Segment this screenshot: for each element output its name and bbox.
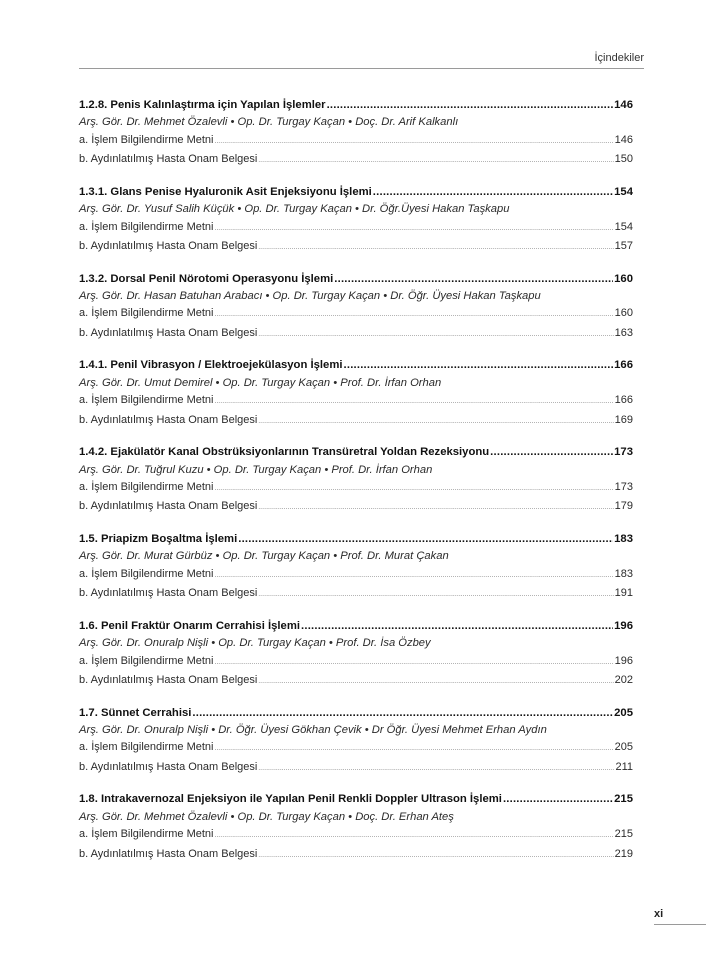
subentry-page-number: 196 xyxy=(614,654,633,667)
entry-page-number: 196 xyxy=(614,619,633,632)
entry-authors: Arş. Gör. Dr. Onuralp Nişli • Op. Dr. Turgay Kaçan • Prof. Dr. İsa Özbey xyxy=(79,637,431,650)
subentry-page-number: 166 xyxy=(614,394,633,407)
entry-page-number: 146 xyxy=(614,99,633,111)
entry-page-number: 154 xyxy=(614,185,633,198)
subentry-page-number: 219 xyxy=(614,847,633,860)
subentry-label: a. İşlem Bilgilendirme Metni xyxy=(79,741,214,754)
entry-title: 1.8. Intrakavernozal Enjeksiyon ile Yapılan Penil Renkli Doppler Ultrason İşlemi xyxy=(79,793,502,806)
dot-leader xyxy=(258,500,613,517)
toc-subentry xyxy=(79,826,633,845)
toc-entry-authors xyxy=(79,114,633,131)
toc-subentry xyxy=(79,739,633,758)
toc-section xyxy=(79,618,633,705)
toc-subentry xyxy=(79,479,633,498)
entry-page-number: 215 xyxy=(614,793,633,806)
entry-authors: Arş. Gör. Dr. Onuralp Nişli • Dr. Öğr. Üyesi Gökhan Çevik • Dr Öğr. Üyesi Mehmet Erhan Aydın xyxy=(79,723,547,736)
subentry-page-number: 183 xyxy=(614,567,633,580)
toc-subentry xyxy=(79,846,633,865)
toc-entry-title xyxy=(79,271,633,288)
toc-section xyxy=(79,531,633,618)
toc-subentry xyxy=(79,219,633,238)
subentry-label: b. Aydınlatılmış Hasta Onam Belgesi xyxy=(79,240,258,253)
subentry-label: b. Aydınlatılmış Hasta Onam Belgesi xyxy=(79,500,258,513)
toc-section xyxy=(79,705,633,792)
dot-leader xyxy=(238,531,613,548)
toc-entry-title xyxy=(79,618,633,635)
dot-leader xyxy=(215,481,614,498)
dot-leader xyxy=(215,394,614,411)
toc-entry-title xyxy=(79,357,633,374)
toc-entry-title xyxy=(79,444,633,461)
toc-entry-authors xyxy=(79,201,633,218)
dot-leader xyxy=(215,134,614,151)
toc-section xyxy=(79,791,633,878)
subentry-label: a. İşlem Bilgilendirme Metni xyxy=(79,654,214,667)
subentry-page-number: 215 xyxy=(614,828,633,841)
toc-subentry xyxy=(79,412,633,431)
subentry-page-number: 163 xyxy=(614,326,633,339)
dot-leader xyxy=(192,705,613,722)
subentry-page-number: 154 xyxy=(614,220,633,233)
subentry-page-number: 202 xyxy=(614,674,633,686)
entry-title: 1.3.2. Dorsal Penil Nörotomi Operasyonu İşlemi xyxy=(79,272,334,285)
entry-authors: Arş. Gör. Dr. Mehmet Özalevli • Op. Dr. Turgay Kaçan • Doç. Dr. Erhan Ateş xyxy=(79,810,454,823)
entry-authors: Arş. Gör. Dr. Hasan Batuhan Arabacı • Op. Dr. Turgay Kaçan • Dr. Öğr. Üyesi Hakan Taşkapu xyxy=(79,290,541,302)
entry-authors: Arş. Gör. Dr. Yusuf Salih Küçük • Op. Dr. Turgay Kaçan • Dr. Öğr.Üyesi Hakan Taşkapu xyxy=(79,203,510,216)
entry-title: 1.2.8. Penis Kalınlaştırma için Yapılan İşlemler xyxy=(79,99,326,111)
entry-page-number: 205 xyxy=(614,706,633,719)
subentry-label: b. Aydınlatılmış Hasta Onam Belgesi xyxy=(79,413,258,426)
subentry-page-number: 160 xyxy=(614,307,633,320)
dot-leader xyxy=(301,618,613,635)
dot-leader xyxy=(258,240,613,257)
entry-page-number: 160 xyxy=(614,272,633,285)
dot-leader xyxy=(215,221,614,238)
subentry-page-number: 205 xyxy=(614,741,633,754)
toc-entry-authors xyxy=(79,375,633,392)
dot-leader xyxy=(258,848,613,865)
subentry-label: b. Aydınlatılmış Hasta Onam Belgesi xyxy=(79,847,258,860)
toc-subentry xyxy=(79,498,633,517)
subentry-label: a. İşlem Bilgilendirme Metni xyxy=(79,133,214,146)
toc-subentry xyxy=(79,653,633,672)
dot-leader xyxy=(258,153,613,170)
dot-leader xyxy=(503,791,613,808)
entry-page-number: 166 xyxy=(614,359,633,372)
table-of-contents xyxy=(79,97,633,878)
dot-leader xyxy=(215,568,614,585)
subentry-label: b. Aydınlatılmış Hasta Onam Belgesi xyxy=(79,760,258,773)
subentry-label: a. İşlem Bilgilendirme Metni xyxy=(79,481,214,493)
subentry-page-number: 146 xyxy=(614,133,633,146)
toc-entry-authors xyxy=(79,462,633,479)
subentry-label: a. İşlem Bilgilendirme Metni xyxy=(79,828,214,841)
toc-subentry xyxy=(79,672,633,691)
entry-page-number: 173 xyxy=(614,446,633,459)
toc-subentry xyxy=(79,305,633,324)
footer-divider xyxy=(654,924,706,925)
toc-entry-authors xyxy=(79,722,633,739)
entry-authors: Arş. Gör. Dr. Murat Gürbüz • Op. Dr. Turgay Kaçan • Prof. Dr. Murat Çakan xyxy=(79,550,449,563)
toc-entry-authors xyxy=(79,635,633,652)
subentry-page-number: 150 xyxy=(614,153,633,166)
toc-subentry xyxy=(79,566,633,585)
dot-leader xyxy=(334,271,613,288)
dot-leader xyxy=(215,655,614,672)
dot-leader xyxy=(215,741,614,758)
dot-leader xyxy=(344,357,614,374)
toc-entry-title xyxy=(79,97,633,114)
toc-entry-authors xyxy=(79,548,633,565)
toc-subentry xyxy=(79,392,633,411)
subentry-label: a. İşlem Bilgilendirme Metni xyxy=(79,567,214,580)
dot-leader xyxy=(490,444,613,461)
entry-page-number: 183 xyxy=(614,532,633,545)
toc-section xyxy=(79,184,633,271)
entry-title: 1.4.2. Ejakülatör Kanal Obstrüksiyonlarının Transüretral Yoldan Rezeksiyonu xyxy=(79,446,490,459)
entry-title: 1.7. Sünnet Cerrahisi xyxy=(79,706,192,719)
toc-subentry xyxy=(79,151,633,170)
toc-entry-title xyxy=(79,791,633,808)
page-number: xi xyxy=(654,908,664,920)
subentry-page-number: 179 xyxy=(614,500,633,513)
toc-subentry xyxy=(79,325,633,344)
toc-subentry xyxy=(79,238,633,257)
dot-leader xyxy=(327,97,614,114)
running-header: İçindekiler xyxy=(594,52,644,64)
toc-section xyxy=(79,357,633,444)
subentry-page-number: 173 xyxy=(614,481,633,493)
toc-entry-authors xyxy=(79,288,633,305)
subentry-label: b. Aydınlatılmış Hasta Onam Belgesi xyxy=(79,326,258,339)
entry-authors: Arş. Gör. Dr. Mehmet Özalevli • Op. Dr. Turgay Kaçan • Doç. Dr. Arif Kalkanlı xyxy=(79,116,459,129)
entry-title: 1.5. Priapizm Boşaltma İşlemi xyxy=(79,532,238,545)
toc-section xyxy=(79,97,633,184)
toc-subentry xyxy=(79,132,633,151)
entry-title: 1.6. Penil Fraktür Onarım Cerrahisi İşlemi xyxy=(79,619,301,632)
subentry-page-number: 157 xyxy=(614,240,633,253)
subentry-label: a. İşlem Bilgilendirme Metni xyxy=(79,394,214,407)
dot-leader xyxy=(258,327,613,344)
toc-subentry xyxy=(79,759,633,778)
toc-entry-title xyxy=(79,531,633,548)
entry-title: 1.4.1. Penil Vibrasyon / Elektroejekülasyon İşlemi xyxy=(79,359,343,372)
dot-leader xyxy=(258,674,613,691)
toc-subentry xyxy=(79,585,633,604)
toc-entry-authors xyxy=(79,809,633,826)
dot-leader xyxy=(258,414,613,431)
toc-section xyxy=(79,444,633,531)
subentry-page-number: 169 xyxy=(614,413,633,426)
header-divider xyxy=(79,68,644,69)
subentry-label: b. Aydınlatılmış Hasta Onam Belgesi xyxy=(79,153,258,166)
subentry-page-number: 211 xyxy=(615,760,633,773)
subentry-label: a. İşlem Bilgilendirme Metni xyxy=(79,220,214,233)
dot-leader xyxy=(215,307,614,324)
dot-leader xyxy=(215,828,614,845)
dot-leader xyxy=(373,184,613,201)
subentry-label: b. Aydınlatılmış Hasta Onam Belgesi xyxy=(79,587,258,600)
dot-leader xyxy=(258,761,614,778)
toc-entry-title xyxy=(79,184,633,201)
entry-title: 1.3.1. Glans Penise Hyaluronik Asit Enjeksiyonu İşlemi xyxy=(79,185,372,198)
toc-section xyxy=(79,271,633,358)
subentry-label: a. İşlem Bilgilendirme Metni xyxy=(79,307,214,320)
dot-leader xyxy=(258,587,613,604)
entry-authors: Arş. Gör. Dr. Tuğrul Kuzu • Op. Dr. Turgay Kaçan • Prof. Dr. İrfan Orhan xyxy=(79,463,433,476)
subentry-page-number: 191 xyxy=(614,587,633,600)
toc-entry-title xyxy=(79,705,633,722)
entry-authors: Arş. Gör. Dr. Umut Demirel • Op. Dr. Turgay Kaçan • Prof. Dr. İrfan Orhan xyxy=(79,376,442,389)
subentry-label: b. Aydınlatılmış Hasta Onam Belgesi xyxy=(79,674,258,686)
